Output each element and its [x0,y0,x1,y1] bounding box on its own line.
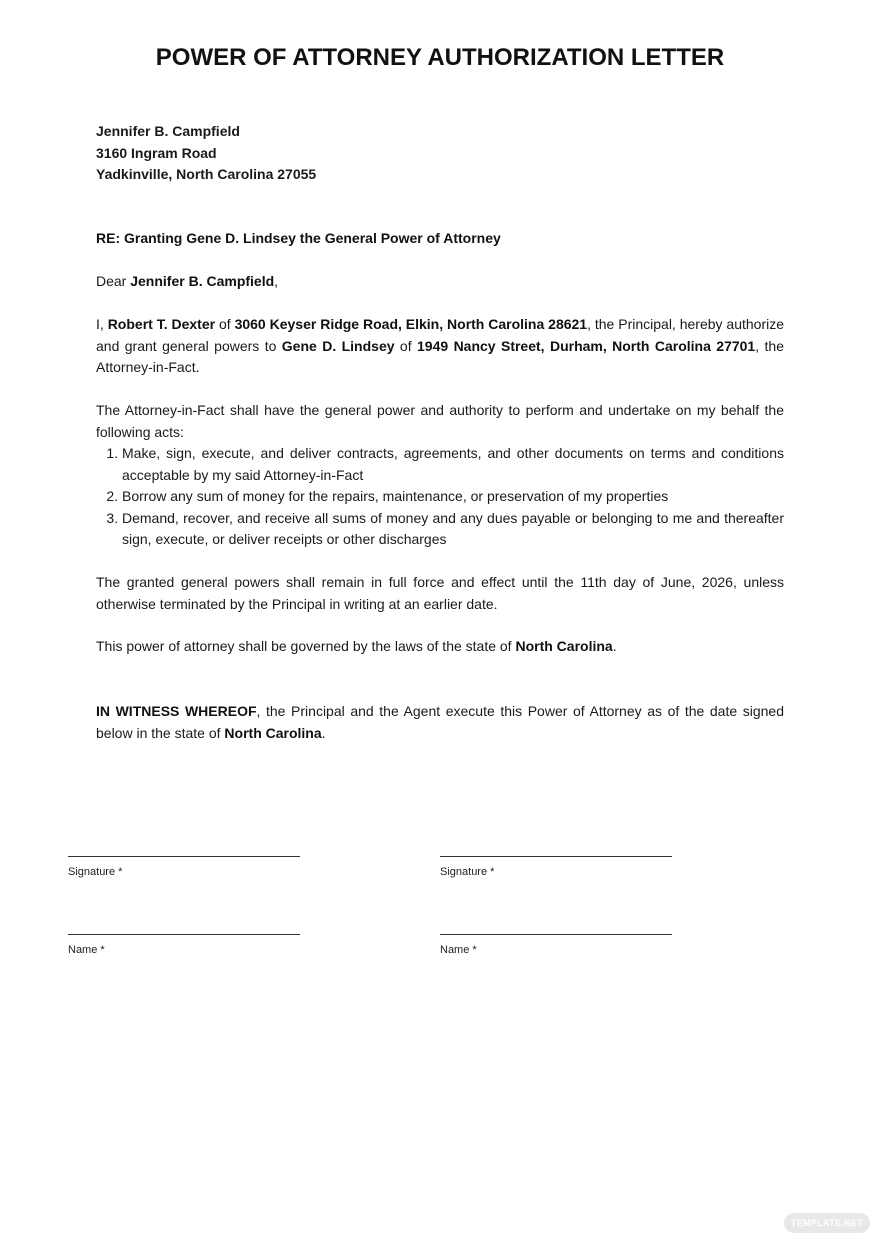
grant-text: , the Attorney-in-Fact. [96,337,784,375]
signature-label-left: Signature * [68,866,123,878]
salutation-prefix: Dear [96,273,131,289]
principal-name: Robert T. Dexter [107,316,216,332]
list-item: 1. Make, sign, execute, and deliver contracts, agreements, and other documents on terms and conditions acceptable by my said Attorney-in-Fact [122,443,784,486]
duration-paragraph: The granted general powers shall remain in full force and effect until the 11th day of June, 2026, unless otherwise terminated by the Principal in writing at an earlier date. [96,574,784,612]
governing-state: North Carolina [515,638,613,654]
sender-name: Jennifer B. Campfield [96,123,240,139]
grant-text: I, [96,316,108,332]
signature-label-right: Signature * [440,866,495,878]
acts-list [96,443,784,551]
grant-text: of [215,316,235,332]
salutation [96,271,784,293]
principal-address: 3060 Keyser Ridge Road, Elkin, North Carolina 28621 [234,316,588,332]
watermark-badge: TEMPLATE.NET [784,1213,870,1233]
salutation-name: Jennifer B. Campfield [130,273,275,289]
grant-text: of [394,337,418,354]
grant-text: , the Principal, hereby authorize and grant general powers to [96,316,785,354]
sender-street: 3160 Ingram Road [96,144,217,161]
page-title: POWER OF ATTORNEY AUTHORIZATION LETTER [155,44,725,71]
governing-paragraph [96,636,784,658]
re-line-text: RE: Granting Gene D. Lindsey the General Power of Attorney [96,230,501,246]
agent-name: Gene D. Lindsey [281,337,395,354]
governing-text: This power of attorney shall be governed by the laws of the state of [96,638,516,654]
signature-line-right[interactable] [440,856,672,857]
list-item: 3. Demand, recover, and receive all sums of money and any dues payable or belonging to me and thereafter sign, execute, or deliver receipts or other discharges [122,508,784,551]
list-item: 2. Borrow any sum of money for the repairs, maintenance, or preservation of my properties [122,486,784,508]
sender-city: Yadkinville, North Carolina 27055 [96,166,317,182]
witness-paragraph [96,701,784,744]
name-line-right[interactable] [440,934,672,935]
salutation-suffix: , [274,273,279,289]
witness-state: North Carolina [224,724,322,741]
witness-lead: IN WITNESS WHEREOF [96,703,257,719]
grant-paragraph [96,314,784,379]
governing-text: . [612,638,617,654]
acts-intro: The Attorney-in-Fact shall have the general power and authority to perform and undertake on my behalf the following acts: [96,402,784,440]
name-label-left: Name * [68,944,105,956]
re-line [96,228,784,250]
witness-text: , the Principal and the Agent execute this Power of Attorney as of the date signed below in the state of [96,703,784,741]
sender-address [96,121,316,186]
name-line-left[interactable] [68,934,300,935]
name-label-right: Name * [440,944,477,956]
acts-section [96,400,784,551]
witness-text: . [321,724,326,741]
signature-line-left[interactable] [68,856,300,857]
agent-address: 1949 Nancy Street, Durham, North Carolina 27701 [417,337,756,354]
